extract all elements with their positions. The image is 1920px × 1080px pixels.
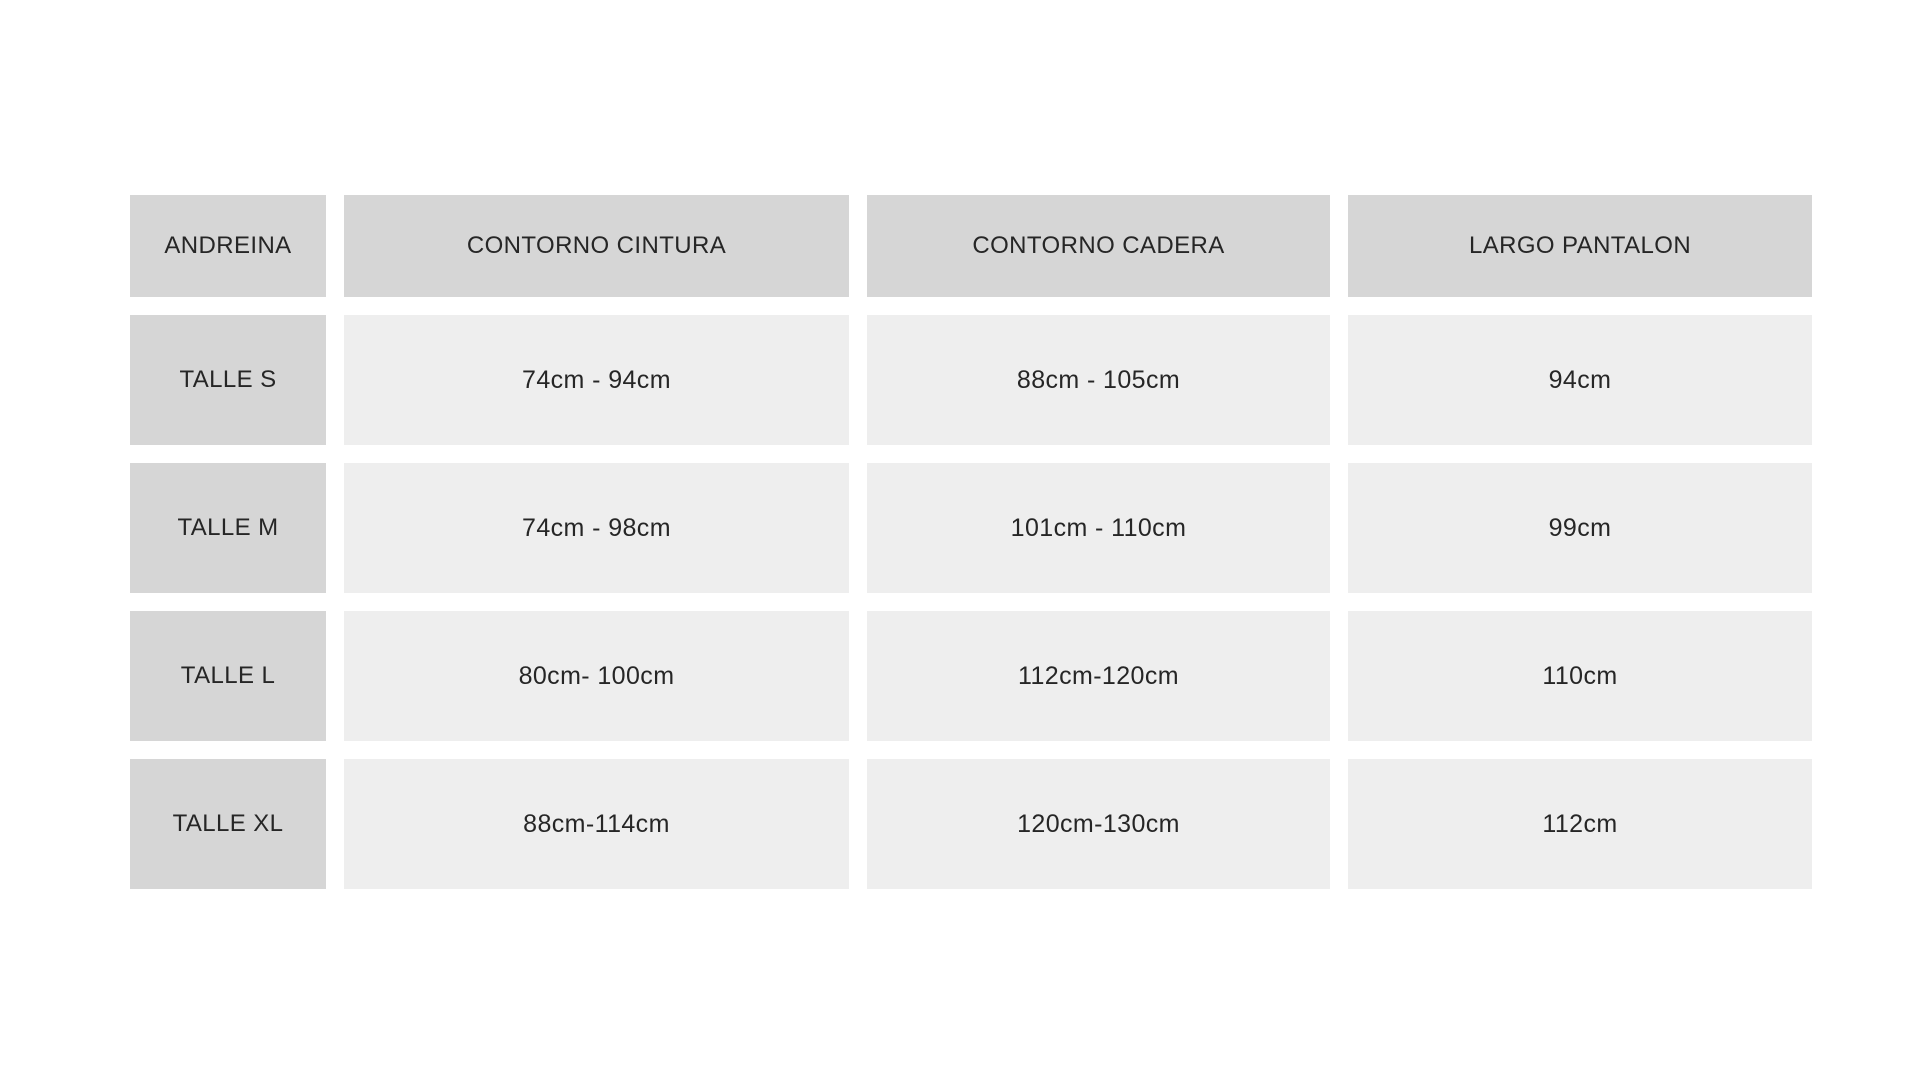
cell-s-waist: 74cm - 94cm <box>344 315 849 445</box>
cell-s-pant-length: 94cm <box>1348 315 1812 445</box>
size-chart-table <box>130 195 1812 889</box>
cell-m-waist: 74cm - 98cm <box>344 463 849 593</box>
row-label-size-l: TALLE L <box>130 611 326 741</box>
cell-s-hip: 88cm - 105cm <box>867 315 1330 445</box>
cell-xl-waist: 88cm-114cm <box>344 759 849 889</box>
row-label-size-xl: TALLE XL <box>130 759 326 889</box>
cell-l-pant-length: 110cm <box>1348 611 1812 741</box>
header-cell-pant-length: LARGO PANTALON <box>1348 195 1812 297</box>
header-cell-hip: CONTORNO CADERA <box>867 195 1330 297</box>
row-label-size-s: TALLE S <box>130 315 326 445</box>
cell-m-pant-length: 99cm <box>1348 463 1812 593</box>
cell-xl-pant-length: 112cm <box>1348 759 1812 889</box>
cell-l-hip: 112cm-120cm <box>867 611 1330 741</box>
cell-xl-hip: 120cm-130cm <box>867 759 1330 889</box>
cell-m-hip: 101cm - 110cm <box>867 463 1330 593</box>
row-label-size-m: TALLE M <box>130 463 326 593</box>
header-cell-brand: ANDREINA <box>130 195 326 297</box>
cell-l-waist: 80cm- 100cm <box>344 611 849 741</box>
header-cell-waist: CONTORNO CINTURA <box>344 195 849 297</box>
